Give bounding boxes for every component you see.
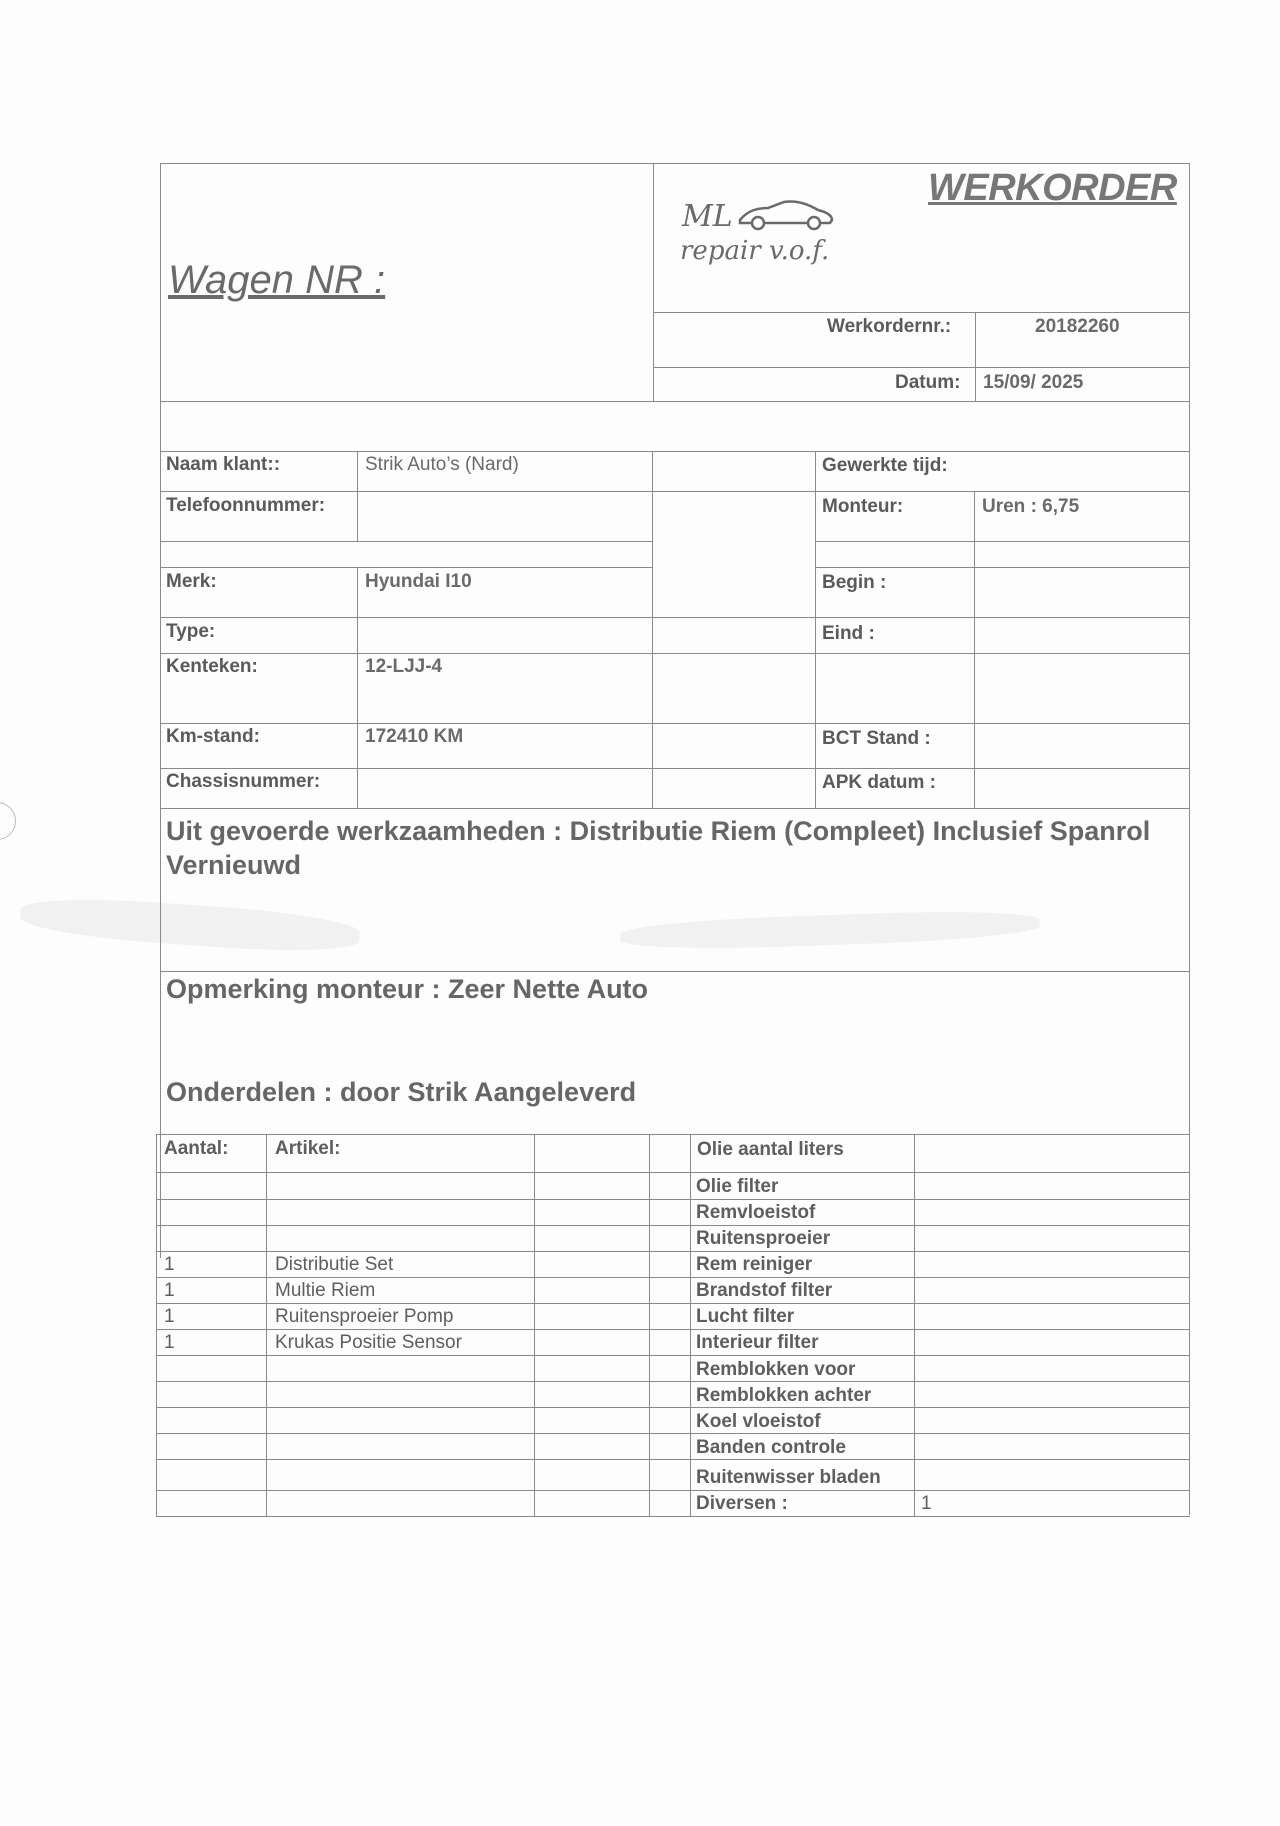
monteur-label: Monteur:	[822, 496, 904, 517]
part-artikel: Ruitensproeier Pomp	[275, 1306, 454, 1327]
paper-scuff	[19, 893, 361, 957]
aantal-header: Aantal:	[164, 1138, 229, 1159]
part-aantal: 1	[164, 1332, 175, 1353]
naam-klant-value: Strik Auto’s (Nard)	[365, 454, 519, 475]
onderdelen-text: Onderdelen : door Strik Aangeleverd	[166, 1077, 637, 1107]
bct-stand-label: BCT Stand :	[822, 728, 931, 749]
diversen-value: 1	[921, 1493, 932, 1514]
checklist-item: Rem reiniger	[696, 1254, 813, 1275]
wagen-nr-label: Wagen NR :	[168, 258, 386, 302]
part-artikel: Distributie Set	[275, 1254, 394, 1275]
company-logo	[680, 196, 850, 276]
uren-value: Uren : 6,75	[982, 496, 1080, 517]
chassis-label: Chassisnummer:	[166, 771, 321, 792]
telefoon-label: Telefoonnummer:	[166, 495, 326, 516]
werkorder-title: WERKORDER	[928, 167, 1177, 209]
naam-klant-label: Naam klant::	[166, 454, 281, 475]
kenteken-label: Kenteken:	[166, 656, 258, 677]
part-aantal: 1	[164, 1306, 175, 1327]
werkordernr-value: 20182260	[1035, 316, 1120, 337]
merk-label: Merk:	[166, 571, 217, 592]
merk-value: Hyundai I10	[365, 571, 472, 592]
logo-text-repair: repair v.o.f.	[680, 236, 830, 266]
datum-label: Datum:	[895, 372, 961, 393]
checklist-item: Remblokken voor	[696, 1359, 856, 1380]
km-stand-label: Km-stand:	[166, 726, 260, 747]
checklist-item: Banden controle	[696, 1437, 846, 1458]
logo-text-ml: ML	[682, 199, 733, 234]
werkzaamheden-text: Uit gevoerde werkzaamheden : Distributie Riem (Compleet) Inclusief Spanrol Vernieuwd	[166, 816, 1151, 880]
checklist-item: Ruitenwisser bladen	[696, 1467, 881, 1488]
checklist-item: Interieur filter	[696, 1332, 819, 1353]
part-artikel: Multie Riem	[275, 1280, 376, 1301]
checklist-item: Olie aantal liters	[697, 1139, 844, 1160]
kenteken-value: 12-LJJ-4	[365, 656, 443, 677]
checklist-item: Lucht filter	[696, 1306, 795, 1327]
checklist-item: Olie filter	[696, 1176, 779, 1197]
checklist-item: Diversen :	[696, 1493, 788, 1514]
gewerkte-tijd-label: Gewerkte tijd:	[822, 455, 948, 476]
checklist-item: Koel vloeistof	[696, 1411, 821, 1432]
artikel-header: Artikel:	[275, 1138, 341, 1159]
binder-hole	[0, 802, 16, 840]
part-aantal: 1	[164, 1254, 175, 1275]
opmerking-monteur-text: Opmerking monteur : Zeer Nette Auto	[166, 974, 649, 1004]
checklist-item: Ruitensproeier	[696, 1228, 831, 1249]
part-artikel: Krukas Positie Sensor	[275, 1332, 462, 1353]
checklist-item: Remblokken achter	[696, 1385, 872, 1406]
km-stand-value: 172410 KM	[365, 726, 464, 747]
datum-value: 15/09/ 2025	[983, 372, 1084, 393]
paper-scuff	[620, 908, 1041, 953]
begin-label: Begin :	[822, 572, 887, 593]
werkordernr-label: Werkordernr.:	[827, 316, 952, 337]
part-aantal: 1	[164, 1280, 175, 1301]
type-label: Type:	[166, 621, 216, 642]
checklist-item: Brandstof filter	[696, 1280, 833, 1301]
eind-label: Eind :	[822, 623, 875, 644]
apk-datum-label: APK datum :	[822, 772, 936, 793]
checklist-item: Remvloeistof	[696, 1202, 816, 1223]
car-icon	[736, 196, 836, 232]
